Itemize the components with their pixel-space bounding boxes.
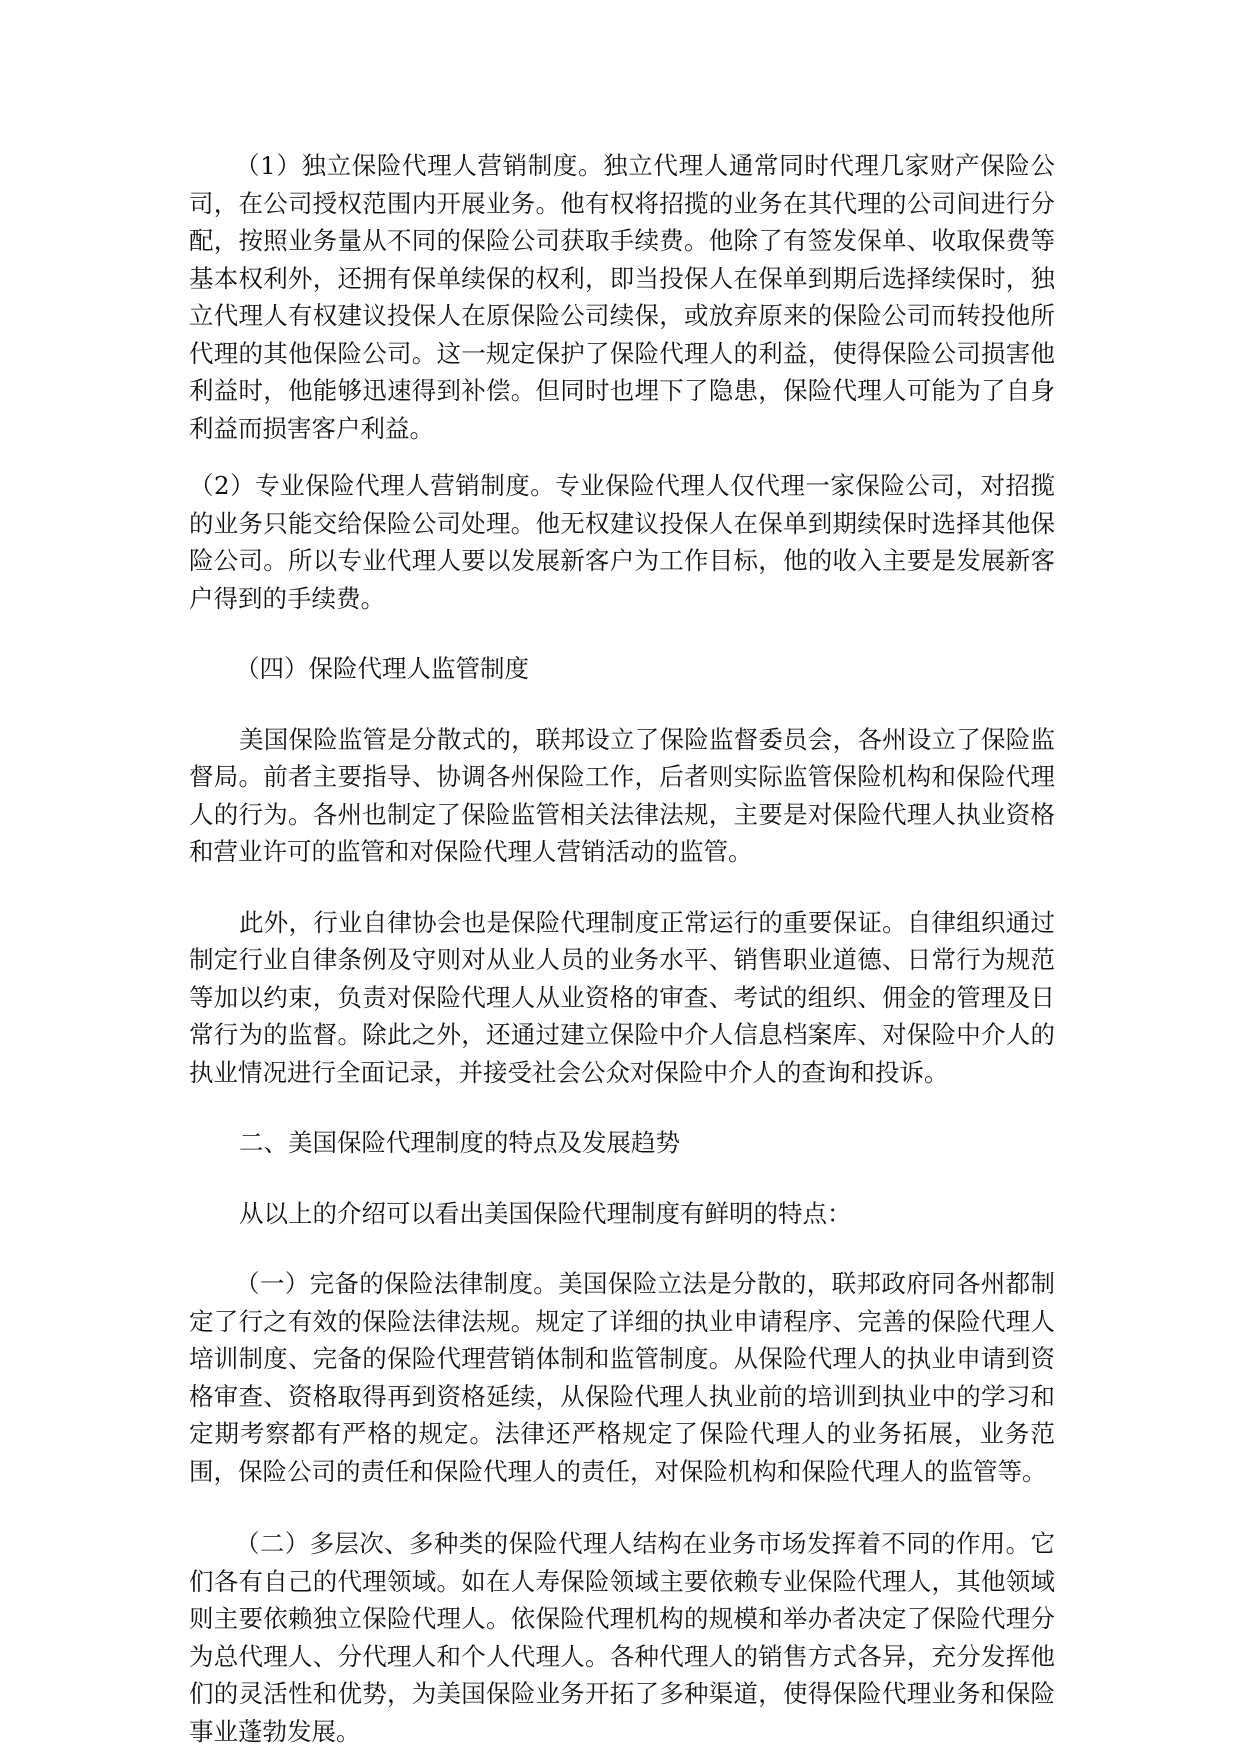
document-page <box>189 147 1055 1750</box>
paragraph-independent-agent: （1）独立保险代理人营销制度。独立代理人通常同时代理几家财产保险公司，在公司授权范围内开展业务。他有权将招揽的业务在其代理的公司间进行分配，按照业务量从不同的保险公司获取手续费。他除了有签发保单、收取保费等基本权利外，还拥有保单续保的权利，即当投保人在保单到期后选择续保时，独立代理人有权建议投保人在原保险公司续保，或放弃原来的保险公司而转投他所代理的其他保险公司。这一规定保护了保险代理人的利益，使得保险公司损害他利益时，他能够迅速得到补偿。但同时也埋下了隐患，保险代理人可能为了自身利益而损害客户利益。 <box>189 151 1055 443</box>
paragraph-professional-agent: （2）专业保险代理人营销制度。专业保险代理人仅代理一家保险公司，对招揽的业务只能交给保险公司处理。他无权建议投保人在保单到期续保时选择其他保险公司。所以专业代理人要以发展新客户为工作目标，他的收入主要是发展新客户得到的手续费。 <box>189 471 1055 613</box>
paragraph-agent-structure: （二）多层次、多种类的保险代理人结构在业务市场发挥着不同的作用。它们各有自己的代理领域。如在人寿保险领域主要依赖专业保险代理人，其他领域则主要依赖独立保险代理人。依保险代理机构的规模和举办者决定了保险代理分为总代理人、分代理人和个人代理人。各种代理人的销售方式各异，充分发挥他们的灵活性和优势，为美国保险业务开拓了多种渠道，使得保险代理业务和保险事业蓬勃发展。 <box>189 1529 1055 1746</box>
paragraph-features-intro: 从以上的介绍可以看出美国保险代理制度有鲜明的特点： <box>239 1198 852 1228</box>
paragraph-legal-system: （一）完备的保险法律制度。美国保险立法是分散的，联邦政府同各州都制定了行之有效的保险法律法规。规定了详细的执业申请程序、完善的保险代理人培训制度、完备的保险代理营销体制和监管制度。从保险代理人的执业申请到资格审查、资格取得再到资格延续，从保险代理人执业前的培训到执业中的学习和定期考察都有严格的规定。法律还严格规定了保险代理人的业务拓展，业务范围，保险公司的责任和保险代理人的责任，对保险机构和保险代理人的监管等。 <box>189 1269 1055 1486</box>
section-heading-features: 二、美国保险代理制度的特点及发展趋势 <box>239 1128 680 1157</box>
paragraph-us-supervision: 美国保险监管是分散式的，联邦设立了保险监督委员会，各州设立了保险监督局。前者主要指导、协调各州保险工作，后者则实际监管保险机构和保险代理人的行为。各州也制定了保险监管相关法律法规，主要是对保险代理人执业资格和营业许可的监管和对保险代理人营销活动的监管。 <box>189 724 1055 866</box>
paragraph-self-regulation: 此外，行业自律协会也是保险代理制度正常运行的重要保证。自律组织通过制定行业自律条例及守则对从业人员的业务水平、销售职业道德、日常行为规范等加以约束，负责对保险代理人从业资格的审查、考试的组织、佣金的管理及日常行为的监督。除此之外，还通过建立保险中介人信息档案库、对保险中介人的执业情况进行全面记录，并接受社会公众对保险中介人的查询和投诉。 <box>189 907 1055 1087</box>
section-heading-supervision: （四）保险代理人监管制度 <box>235 654 529 683</box>
